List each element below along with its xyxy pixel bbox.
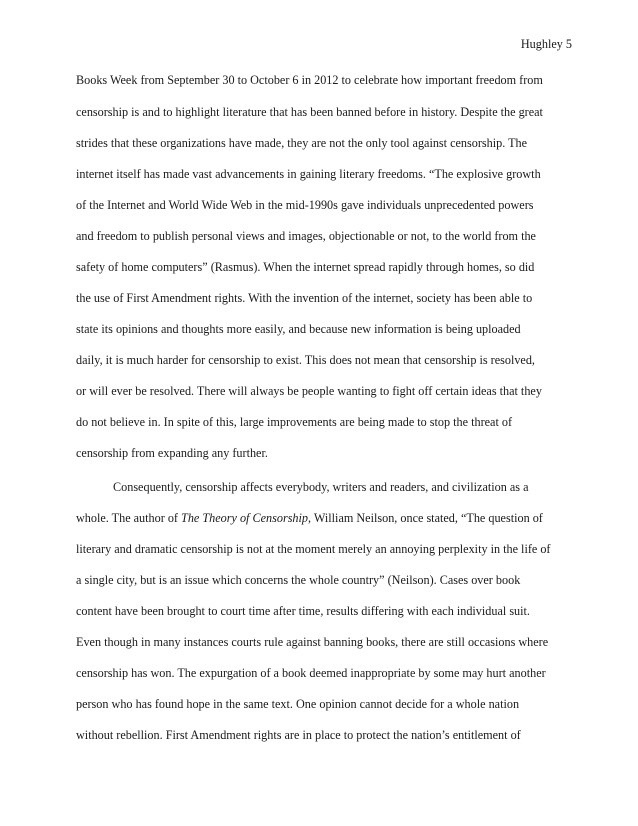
text-line: state its opinions and thoughts more easily, and because new information is being uploaded <box>76 322 521 336</box>
text-line: and freedom to publish personal views and images, objectionable or not, to the world from the <box>76 229 536 243</box>
text-line: censorship has won. The expurgation of a book deemed inappropriate by some may hurt another <box>76 666 546 680</box>
running-head: Hughley 5 <box>520 37 572 51</box>
text-line: of the Internet and World Wide Web in the mid-1990s gave individuals unprecedented powers <box>76 198 534 212</box>
text-line: the use of First Amendment rights. With the invention of the internet, society has been able to <box>76 291 533 305</box>
text-line: do not believe in. In spite of this, large improvements are being made to stop the threat of <box>76 415 513 429</box>
text-line: or will ever be resolved. There will always be people wanting to fight off certain ideas that they <box>76 384 542 398</box>
text-line-with-title <box>76 510 566 526</box>
text-line: Books Week from September 30 to October 6 in 2012 to celebrate how important freedom from <box>76 73 543 87</box>
text-line: strides that these organizations have made, they are not the only tool against censorship. The <box>76 136 528 150</box>
text-line: Even though in many instances courts rule against banning books, there are still occasions where <box>76 635 549 649</box>
text-line: censorship from expanding any further. <box>76 446 268 460</box>
text-line: literary and dramatic censorship is not at the moment merely an annoying perplexity in the life of <box>76 542 551 556</box>
text-line: safety of home computers” (Rasmus). When the internet spread rapidly through homes, so did <box>76 260 535 274</box>
text-line: a single city, but is an issue which concerns the whole country” (Neilson). Cases over book <box>76 573 521 587</box>
text-line: censorship is and to highlight literature that has been banned before in history. Despite the great <box>76 105 543 119</box>
text-line: content have been brought to court time after time, results differing with each individual suit. <box>76 604 530 618</box>
paragraph-first-line: Consequently, censorship affects everybody, writers and readers, and civilization as a <box>113 480 529 494</box>
book-title: The Theory of Censorship <box>181 511 309 525</box>
text-line: daily, it is much harder for censorship to exist. This does not mean that censorship is resolved, <box>76 353 535 367</box>
text-line: without rebellion. First Amendment rights are in place to protect the nation’s entitlement of <box>76 728 521 742</box>
text-run: , William Neilson, once stated, “The question of <box>308 511 543 525</box>
text-line: internet itself has made vast advancements in gaining literary freedoms. “The explosive growth <box>76 167 541 181</box>
text-run: whole. The author of <box>76 511 182 525</box>
text-line: person who has found hope in the same text. One opinion cannot decide for a whole nation <box>76 697 520 711</box>
